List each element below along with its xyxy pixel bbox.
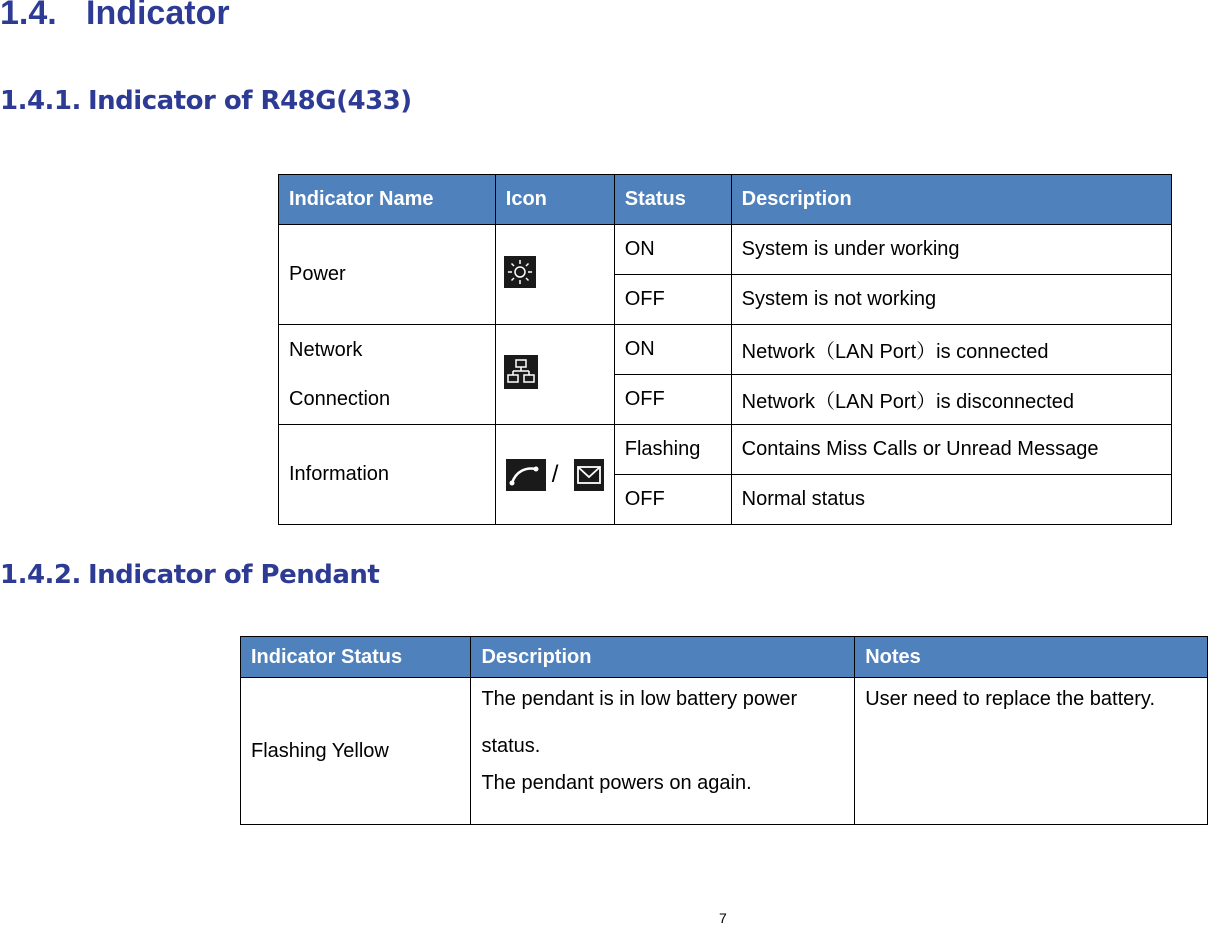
sun-icon	[504, 256, 536, 294]
table-row	[279, 425, 1172, 475]
header-description: Description	[471, 637, 855, 678]
name-line: Network	[289, 338, 363, 361]
subsection-number: 1.4.1.	[0, 86, 81, 116]
status-cell: Flashing Yellow	[241, 678, 471, 825]
status-cell: OFF	[614, 375, 731, 425]
description-cell: System is not working	[731, 275, 1171, 325]
status-cell: ON	[614, 225, 731, 275]
icon-separator: /	[551, 460, 559, 488]
section-heading	[0, 0, 230, 33]
header-status: Status	[614, 175, 731, 225]
indicator-name-network	[279, 325, 496, 425]
status-cell: Flashing	[614, 425, 731, 475]
description-cell: Network（LAN Port）is connected	[731, 325, 1171, 375]
icon-cell	[495, 225, 614, 325]
subsection-heading-2	[0, 560, 379, 590]
status-cell: ON	[614, 325, 731, 375]
subsection-title: Indicator of Pendant	[88, 560, 380, 590]
notes-cell: User need to replace the battery.	[855, 678, 1208, 825]
description-line: The pendant is in low battery power	[481, 688, 798, 710]
header-indicator-name: Indicator Name	[279, 175, 496, 225]
header-indicator-status: Indicator Status	[241, 637, 471, 678]
subsection-title: Indicator of R48G(433)	[88, 86, 412, 116]
subsection-number: 1.4.2.	[0, 560, 81, 590]
pendant-indicator-table	[240, 636, 1208, 825]
description-line: The pendant powers on again.	[481, 772, 752, 794]
table-header-row	[279, 175, 1172, 225]
indicator-name-information: Information	[279, 425, 496, 525]
indicator-name-power: Power	[279, 225, 496, 325]
header-description: Description	[731, 175, 1171, 225]
icon-cell	[495, 325, 614, 425]
table-row	[241, 678, 1208, 825]
header-icon: Icon	[495, 175, 614, 225]
description-cell	[471, 678, 855, 825]
page-number: 7	[719, 910, 727, 926]
status-cell: OFF	[614, 275, 731, 325]
description-cell: Normal status	[731, 475, 1171, 525]
description-line: status.	[481, 735, 541, 757]
table-header-row	[241, 637, 1208, 678]
phone-and-envelope-icon	[506, 459, 604, 491]
subsection-heading-1	[0, 86, 412, 116]
status-cell: OFF	[614, 475, 731, 525]
description-cell: Network（LAN Port）is disconnected	[731, 375, 1171, 425]
icon-cell	[495, 425, 614, 525]
section-number: 1.4.	[0, 0, 57, 32]
network-icon	[504, 355, 538, 395]
name-line: Connection	[289, 387, 391, 410]
description-cell: System is under working	[731, 225, 1171, 275]
indicator-table-r48g	[278, 174, 1172, 525]
header-notes: Notes	[855, 637, 1208, 678]
table-row	[279, 325, 1172, 375]
table-row	[279, 225, 1172, 275]
description-cell: Contains Miss Calls or Unread Message	[731, 425, 1171, 475]
section-title: Indicator	[86, 0, 230, 32]
